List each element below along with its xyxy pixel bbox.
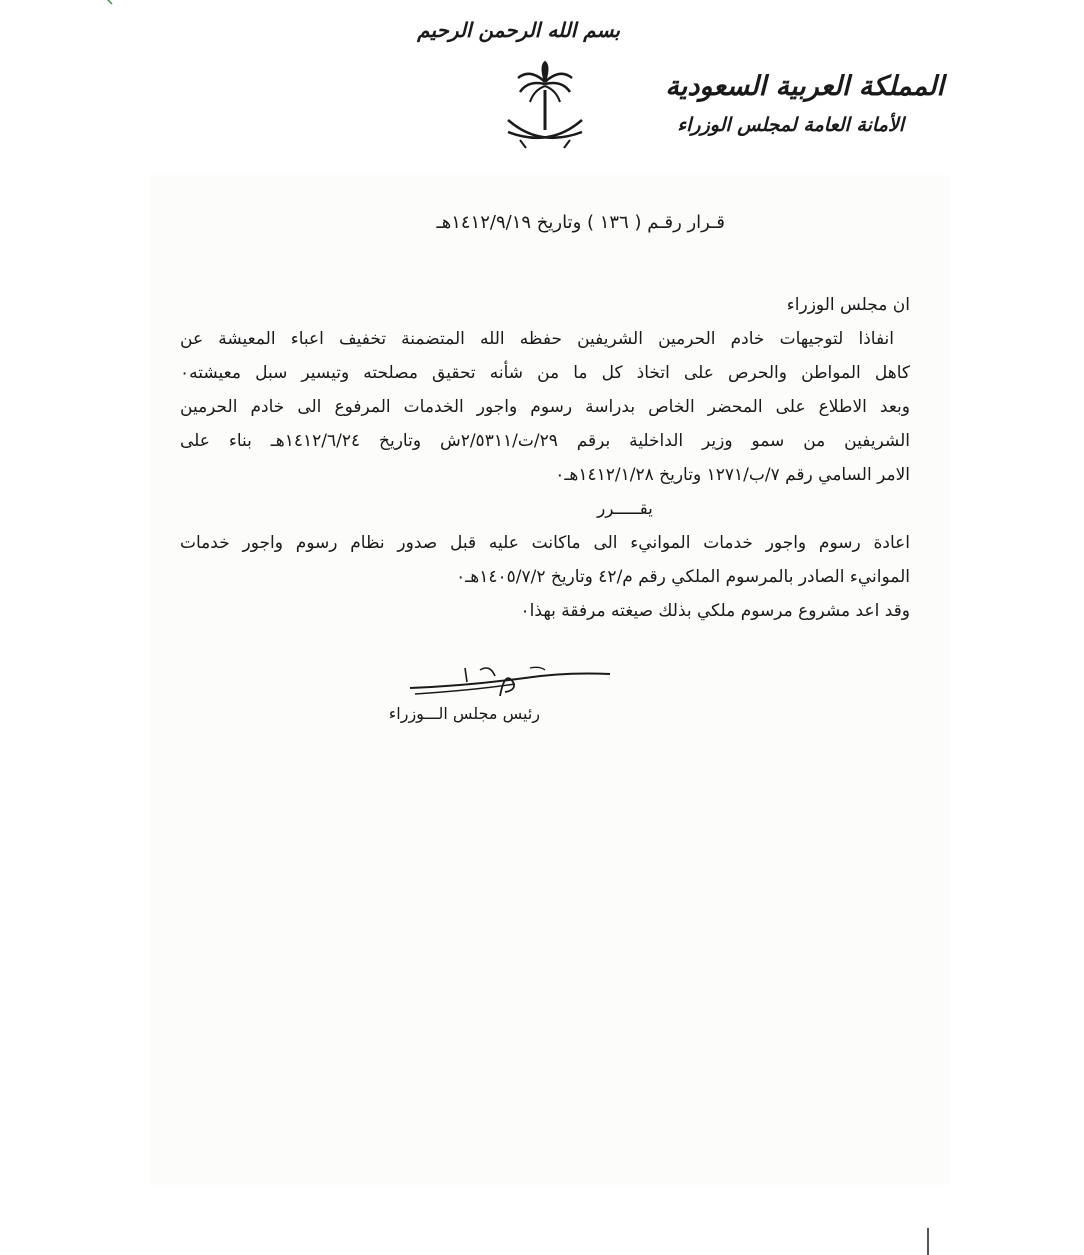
body-line-opening: ان مجلس الوزراء bbox=[786, 295, 910, 315]
decides-heading: يقـــــرر bbox=[597, 499, 653, 519]
decision-body bbox=[180, 288, 910, 628]
body-line: وقد اعد مشروع مرسوم ملكي بذلك صيغته مرفقة بهذا٠ bbox=[520, 601, 910, 621]
handwritten-signature bbox=[405, 660, 615, 705]
letterhead bbox=[654, 68, 944, 136]
decision-number-line: قـرار رقـم ( ١٣٦ ) وتاريخ ١٤١٢/٩/١٩هـ bbox=[436, 212, 725, 233]
body-line: الشريفين من سمو وزير الداخلية برقم ٢٩/ت/٢/٥٣١١ش وتاريخ ١٤١٢/٦/٢٤هـ بناء على bbox=[180, 431, 910, 451]
body-line: كاهل المواطن والحرص على اتخاذ كل ما من شأنه تحقيق مصلحته وتيسير سبل معيشته٠ bbox=[180, 363, 910, 383]
corner-mark-icon bbox=[100, 0, 114, 6]
signatory-title: رئيس مجلس الـــوزراء bbox=[388, 704, 540, 723]
page-edge-mark-icon bbox=[924, 1228, 932, 1255]
body-line: وبعد الاطلاع على المحضر الخاص بدراسة رسوم واجور الخدمات المرفوع الى خادم الحرمين bbox=[180, 397, 910, 417]
secretariat-name: الأمانة العامة لمجلس الوزراء bbox=[677, 114, 904, 136]
body-line: الموانيء الصادر بالمرسوم الملكي رقم م/٤٢ وتاريخ ١٤٠٥/٧/٢هـ٠ bbox=[456, 567, 910, 587]
body-line: اعادة رسوم واجور خدمات الموانيء الى ماكانت عليه قبل صدور نظام رسوم واجور خدمات bbox=[180, 533, 910, 553]
saudi-emblem-palm-swords-icon bbox=[500, 60, 590, 155]
body-line: انفاذا لتوجيهات خادم الحرمين الشريفين حفظه الله المتضمنة تخفيف اعباء المعيشة عن bbox=[180, 329, 894, 349]
body-line: الامر السامي رقم ٧/ب/١٢٧١ وتاريخ ١٤١٢/١/٢٨هـ٠ bbox=[555, 465, 910, 485]
kingdom-name: المملكة العربية السعودية bbox=[665, 71, 944, 102]
basmala-heading: بسم الله الرحمن الرحيم bbox=[417, 18, 620, 42]
